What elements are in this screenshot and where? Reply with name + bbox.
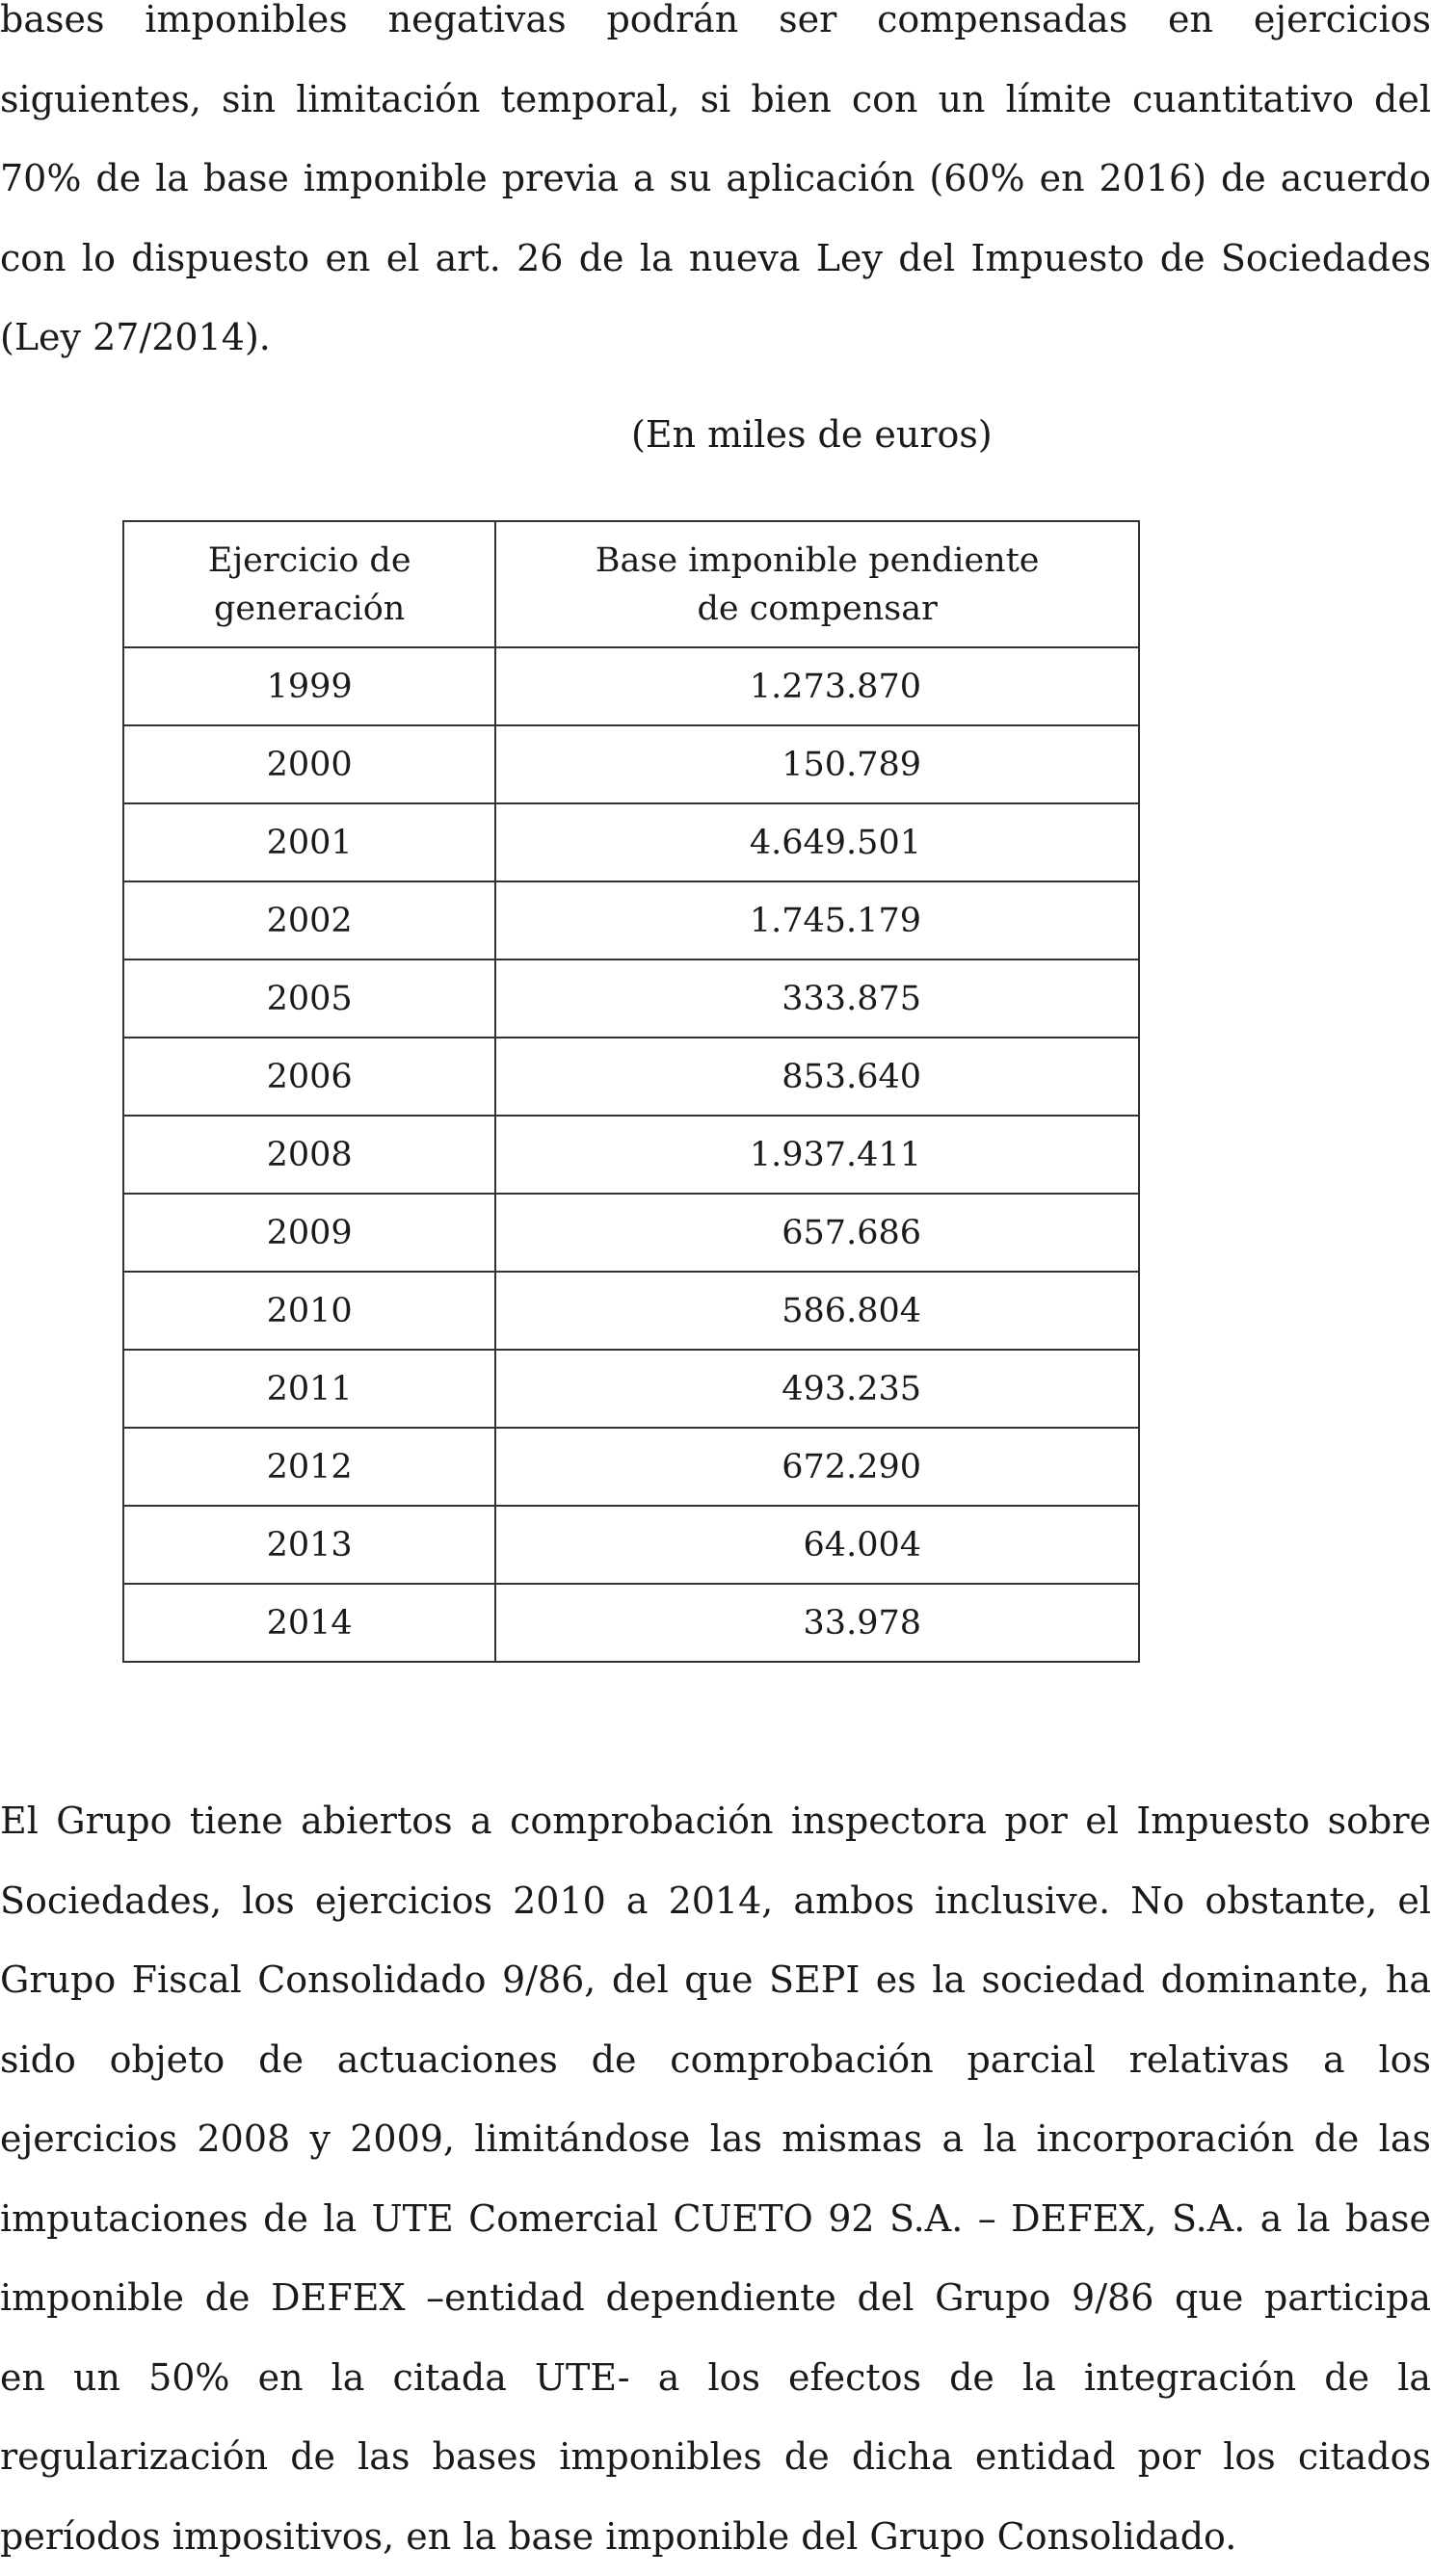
cell-value-text: 657.686 bbox=[782, 1214, 1138, 1252]
cell-year: 2010 bbox=[123, 1272, 495, 1350]
units-caption: (En miles de euros) bbox=[631, 409, 993, 460]
cell-value-text: 853.640 bbox=[782, 1058, 1138, 1096]
table-row bbox=[123, 1350, 1139, 1428]
tax-base-table bbox=[122, 520, 1140, 1663]
table-row bbox=[123, 1584, 1139, 1662]
paragraph-top bbox=[0, 0, 1431, 378]
cell-value-text: 150.789 bbox=[782, 746, 1138, 784]
cell-value bbox=[495, 1116, 1139, 1194]
table-row bbox=[123, 647, 1139, 725]
cell-year: 2012 bbox=[123, 1428, 495, 1506]
paragraph-line: imponible de DEFEX –entidad dependiente del Grupo 9/86 que participa bbox=[0, 2258, 1431, 2338]
header-year-line: generación bbox=[124, 585, 494, 633]
cell-year: 2008 bbox=[123, 1116, 495, 1194]
header-value-line: Base imponible pendiente bbox=[496, 537, 1138, 585]
header-year bbox=[123, 521, 495, 647]
header-year-line: Ejercicio de bbox=[124, 537, 494, 585]
cell-value bbox=[495, 1506, 1139, 1584]
cell-value bbox=[495, 803, 1139, 881]
paragraph-line: regularización de las bases imponibles de dicha entidad por los citados bbox=[0, 2417, 1431, 2497]
table-row bbox=[123, 1428, 1139, 1506]
paragraph-line: en un 50% en la citada UTE- a los efectos de la integración de la bbox=[0, 2338, 1431, 2418]
cell-year: 2006 bbox=[123, 1038, 495, 1116]
table-row bbox=[123, 1506, 1139, 1584]
cell-year: 2001 bbox=[123, 803, 495, 881]
cell-value-text: 672.290 bbox=[782, 1448, 1138, 1486]
cell-year: 1999 bbox=[123, 647, 495, 725]
cell-value-text: 4.649.501 bbox=[750, 824, 1138, 862]
cell-year: 2013 bbox=[123, 1506, 495, 1584]
cell-value bbox=[495, 725, 1139, 803]
cell-value bbox=[495, 647, 1139, 725]
cell-value-text: 64.004 bbox=[804, 1526, 1138, 1564]
paragraph-line: sido objeto de actuaciones de comprobación parcial relativas a los bbox=[0, 2020, 1431, 2100]
cell-value bbox=[495, 959, 1139, 1038]
cell-value-text: 586.804 bbox=[782, 1292, 1138, 1330]
cell-value bbox=[495, 1584, 1139, 1662]
cell-value-text: 33.978 bbox=[804, 1604, 1138, 1643]
paragraph-line: Sociedades, los ejercicios 2010 a 2014, ambos inclusive. No obstante, el bbox=[0, 1861, 1431, 1941]
cell-value bbox=[495, 1350, 1139, 1428]
paragraph-line: 70% de la base imponible previa a su aplicación (60% en 2016) de acuerdo bbox=[0, 139, 1431, 219]
cell-year: 2002 bbox=[123, 881, 495, 959]
cell-value-text: 1.273.870 bbox=[750, 668, 1138, 706]
paragraph-line: imputaciones de la UTE Comercial CUETO 92 S.A. – DEFEX, S.A. a la base bbox=[0, 2179, 1431, 2259]
paragraph-line: bases imponibles negativas podrán ser compensadas en ejercicios bbox=[0, 0, 1431, 60]
cell-value bbox=[495, 1428, 1139, 1506]
paragraph-line: con lo dispuesto en el art. 26 de la nueva Ley del Impuesto de Sociedades bbox=[0, 219, 1431, 299]
paragraph-line: períodos impositivos, en la base imponible del Grupo Consolidado. bbox=[0, 2497, 1431, 2576]
cell-value bbox=[495, 1038, 1139, 1116]
paragraph-line: ejercicios 2008 y 2009, limitándose las mismas a la incorporación de las bbox=[0, 2099, 1431, 2179]
header-value bbox=[495, 521, 1139, 647]
paragraph-bottom bbox=[0, 1781, 1431, 2576]
paragraph-line: Grupo Fiscal Consolidado 9/86, del que SEPI es la sociedad dominante, ha bbox=[0, 1940, 1431, 2020]
table-header-row bbox=[123, 521, 1139, 647]
cell-value-text: 493.235 bbox=[782, 1370, 1138, 1408]
table-row bbox=[123, 1194, 1139, 1272]
paragraph-line: El Grupo tiene abiertos a comprobación inspectora por el Impuesto sobre bbox=[0, 1781, 1431, 1861]
table-row bbox=[123, 881, 1139, 959]
cell-value-text: 1.937.411 bbox=[750, 1136, 1138, 1174]
cell-value-text: 333.875 bbox=[782, 980, 1138, 1018]
paragraph-line: (Ley 27/2014). bbox=[0, 298, 1431, 378]
paragraph-line: siguientes, sin limitación temporal, si bien con un límite cuantitativo del bbox=[0, 60, 1431, 140]
cell-year: 2009 bbox=[123, 1194, 495, 1272]
cell-year: 2000 bbox=[123, 725, 495, 803]
table-row bbox=[123, 959, 1139, 1038]
table-row bbox=[123, 803, 1139, 881]
cell-year: 2011 bbox=[123, 1350, 495, 1428]
cell-year: 2014 bbox=[123, 1584, 495, 1662]
table-row bbox=[123, 1116, 1139, 1194]
cell-year: 2005 bbox=[123, 959, 495, 1038]
cell-value bbox=[495, 1194, 1139, 1272]
table-body bbox=[123, 647, 1139, 1662]
header-value-line: de compensar bbox=[496, 585, 1138, 633]
cell-value bbox=[495, 1272, 1139, 1350]
table-row bbox=[123, 1272, 1139, 1350]
table-row bbox=[123, 1038, 1139, 1116]
table-row bbox=[123, 725, 1139, 803]
cell-value bbox=[495, 881, 1139, 959]
cell-value-text: 1.745.179 bbox=[750, 902, 1138, 940]
